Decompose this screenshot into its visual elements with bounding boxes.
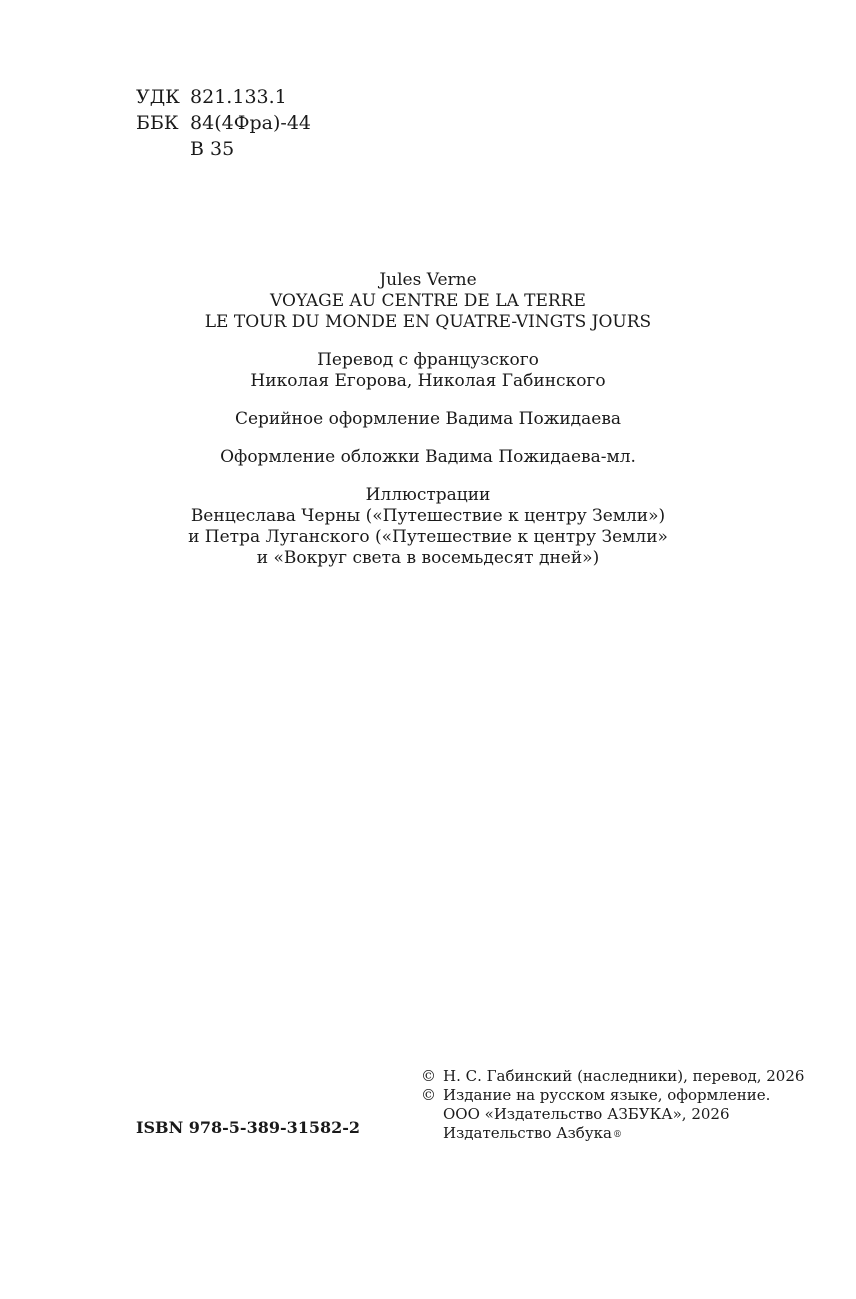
translators: Николая Егорова, Николая Габинского: [250, 371, 606, 391]
copyright-row-4: [421, 1124, 804, 1145]
copyright-symbol: ©: [421, 1086, 436, 1104]
cover-design-block: [0, 447, 856, 468]
copyright-line-1: Н. С. Габинский (наследники), перевод, 2026: [443, 1067, 805, 1085]
copyright-row-2: [421, 1086, 804, 1105]
original-title-2: LE TOUR DU MONDE EN QUATRE-VINGTS JOURS: [204, 312, 652, 332]
translation-label: Перевод с французского: [317, 350, 539, 370]
illustrations-line-3: и «Вокруг света в восемьдесят дней»): [256, 548, 600, 568]
registered-mark: ®: [612, 1130, 622, 1140]
isbn: ISBN 978-5-389-31582-2: [136, 1118, 361, 1137]
copyright-line-4: Издательство Азбука: [443, 1124, 612, 1142]
series-design: Серийное оформление Вадима Пожидаева: [234, 409, 622, 429]
original-author: Jules Verne: [379, 270, 477, 290]
series-design-block: [0, 409, 856, 430]
original-title-block: [0, 270, 856, 333]
udk-value: 821.133.1: [190, 86, 287, 108]
credits-block: [0, 270, 856, 586]
udk-row: [136, 84, 311, 110]
copyright-row-1: [421, 1067, 804, 1086]
bbk-label: ББК: [136, 112, 179, 134]
author-code: В 35: [190, 138, 235, 160]
copyright-block: [421, 1067, 804, 1145]
copyright-symbol: ©: [421, 1067, 436, 1085]
illustrations-line-2: и Петра Луганского («Путешествие к центру Земли»: [188, 527, 668, 547]
cover-design: Оформление обложки Вадима Пожидаева-мл.: [220, 447, 636, 467]
translation-block: [0, 350, 856, 392]
illustrations-block: [0, 485, 856, 569]
illustrations-line-1: Венцеслава Черны («Путешествие к центру Земли»): [190, 506, 666, 526]
udk-label: УДК: [136, 86, 180, 108]
bbk-row: [136, 110, 311, 136]
illustrations-label: Иллюстрации: [365, 485, 491, 505]
classification-block: [136, 84, 311, 162]
copyright-line-3: ООО «Издательство АЗБУКА», 2026: [443, 1105, 730, 1123]
copyright-line-2: Издание на русском языке, оформление.: [443, 1086, 771, 1104]
original-title-1: VOYAGE AU CENTRE DE LA TERRE: [270, 291, 586, 311]
bbk-value: 84(4Фра)-44: [190, 112, 311, 134]
